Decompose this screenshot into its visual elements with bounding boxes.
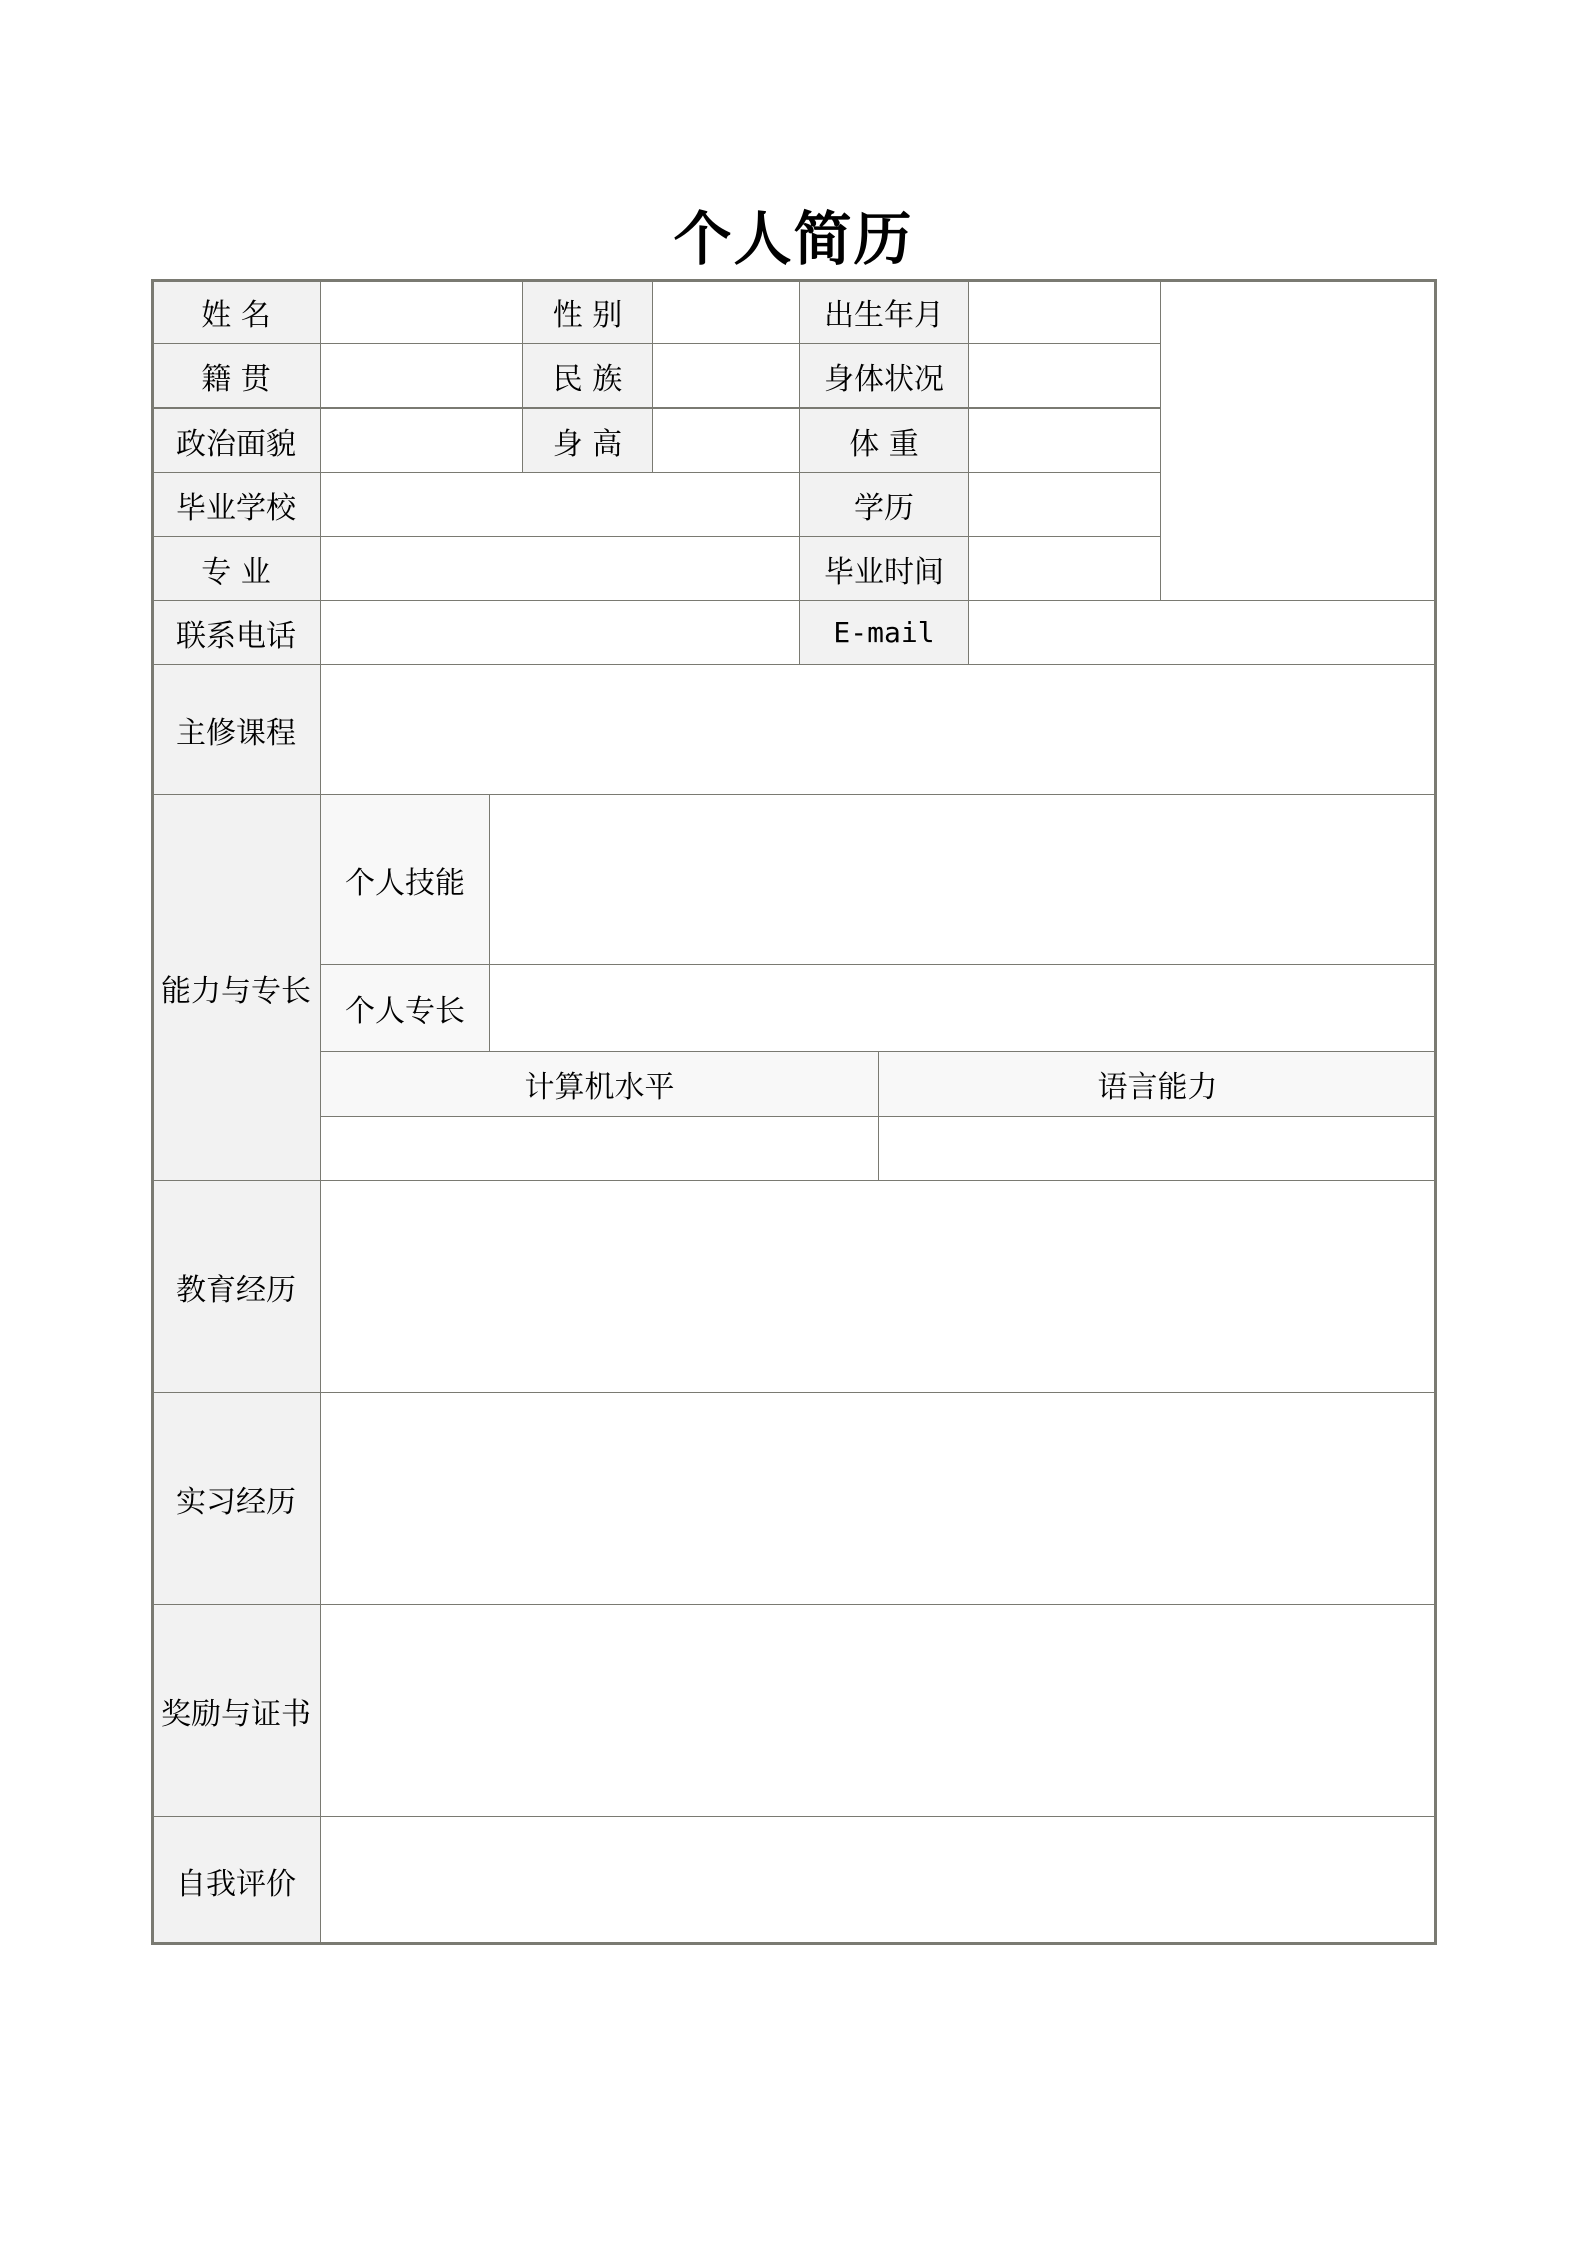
graduation-time-field[interactable] bbox=[968, 536, 1161, 601]
email-label: E-mail bbox=[799, 600, 969, 665]
height-label: 身 高 bbox=[522, 408, 653, 473]
weight-field[interactable] bbox=[968, 408, 1161, 473]
health-label: 身体状况 bbox=[799, 343, 969, 408]
name-label: 姓 名 bbox=[151, 279, 321, 344]
graduation-time-label: 毕业时间 bbox=[799, 536, 969, 601]
skills-label: 个人技能 bbox=[320, 794, 490, 965]
self-evaluation-field[interactable] bbox=[320, 1816, 1437, 1945]
ethnicity-label: 民 族 bbox=[522, 343, 653, 408]
specialty-field[interactable] bbox=[489, 964, 1437, 1052]
school-label: 毕业学校 bbox=[151, 472, 321, 537]
major-label: 专 业 bbox=[151, 536, 321, 601]
name-field[interactable] bbox=[320, 279, 523, 344]
page-title: 个人简历 bbox=[673, 205, 914, 273]
health-field[interactable] bbox=[968, 343, 1161, 408]
awards-field[interactable] bbox=[320, 1604, 1437, 1817]
education-field[interactable] bbox=[320, 1180, 1437, 1393]
gender-label: 性 别 bbox=[522, 279, 653, 344]
self-evaluation-label: 自我评价 bbox=[151, 1816, 321, 1945]
school-field[interactable] bbox=[320, 472, 800, 537]
language-ability-field[interactable] bbox=[878, 1116, 1437, 1181]
political-status-label: 政治面貌 bbox=[151, 408, 321, 473]
resume-form bbox=[151, 279, 1437, 1945]
native-place-label: 籍 贯 bbox=[151, 343, 321, 408]
computer-level-field[interactable] bbox=[320, 1116, 879, 1181]
gender-field[interactable] bbox=[652, 279, 800, 344]
computer-level-header: 计算机水平 bbox=[320, 1051, 879, 1117]
courses-field[interactable] bbox=[320, 664, 1437, 795]
internship-label: 实习经历 bbox=[151, 1392, 321, 1605]
political-status-field[interactable] bbox=[320, 408, 523, 473]
birth-field[interactable] bbox=[968, 279, 1161, 344]
degree-field[interactable] bbox=[968, 472, 1161, 537]
height-field[interactable] bbox=[652, 408, 800, 473]
degree-label: 学历 bbox=[799, 472, 969, 537]
weight-label: 体 重 bbox=[799, 408, 969, 473]
education-label: 教育经历 bbox=[151, 1180, 321, 1393]
language-ability-header: 语言能力 bbox=[878, 1051, 1437, 1117]
email-field[interactable] bbox=[968, 600, 1437, 665]
birth-label: 出生年月 bbox=[799, 279, 969, 344]
ethnicity-field[interactable] bbox=[652, 343, 800, 408]
phone-label: 联系电话 bbox=[151, 600, 321, 665]
courses-label: 主修课程 bbox=[151, 664, 321, 795]
major-field[interactable] bbox=[320, 536, 800, 601]
phone-field[interactable] bbox=[320, 600, 800, 665]
specialty-label: 个人专长 bbox=[320, 964, 490, 1052]
internship-field[interactable] bbox=[320, 1392, 1437, 1605]
photo-area[interactable] bbox=[1160, 279, 1437, 601]
native-place-field[interactable] bbox=[320, 343, 523, 408]
ability-label: 能力与专长 bbox=[151, 794, 321, 1181]
awards-label: 奖励与证书 bbox=[151, 1604, 321, 1817]
skills-field[interactable] bbox=[489, 794, 1437, 965]
